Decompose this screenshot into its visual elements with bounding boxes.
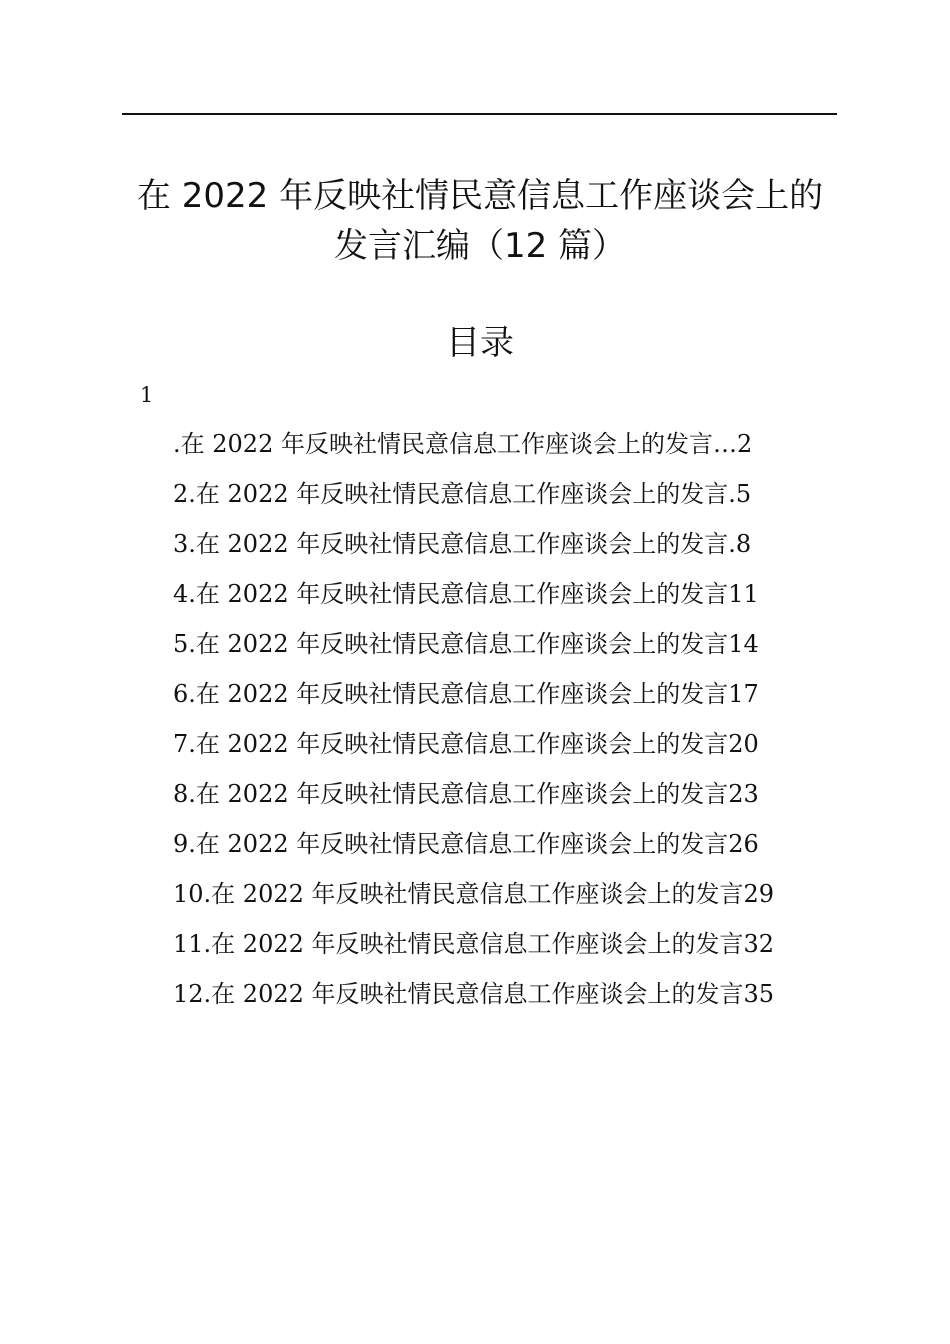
- document-title-line-1: 在 2022 年反映社情民意信息工作座谈会上的: [136, 176, 824, 216]
- toc-entry-10[interactable]: 10.在 2022 年反映社情民意信息工作座谈会上的发言29: [173, 880, 775, 908]
- header-divider: [122, 113, 837, 115]
- toc-entry-9[interactable]: 9.在 2022 年反映社情民意信息工作座谈会上的发言26: [173, 830, 759, 858]
- toc-entry-1[interactable]: .在 2022 年反映社情民意信息工作座谈会上的发言…2: [173, 430, 753, 458]
- toc-entry-3[interactable]: 3.在 2022 年反映社情民意信息工作座谈会上的发言.8: [173, 530, 752, 558]
- toc-entry-6[interactable]: 6.在 2022 年反映社情民意信息工作座谈会上的发言17: [173, 680, 759, 708]
- toc-entry-4[interactable]: 4.在 2022 年反映社情民意信息工作座谈会上的发言11: [173, 580, 759, 608]
- table-of-contents: [173, 426, 853, 1026]
- toc-entry-8[interactable]: 8.在 2022 年反映社情民意信息工作座谈会上的发言23: [173, 780, 759, 808]
- toc-entry-7[interactable]: 7.在 2022 年反映社情民意信息工作座谈会上的发言20: [173, 730, 759, 758]
- toc-entry-2[interactable]: 2.在 2022 年反映社情民意信息工作座谈会上的发言.5: [173, 480, 752, 508]
- toc-entry-5[interactable]: 5.在 2022 年反映社情民意信息工作座谈会上的发言14: [173, 630, 759, 658]
- page-number-marker: 1: [140, 383, 154, 407]
- document-title-line-2: 发言汇编（12 篇）: [333, 226, 627, 266]
- toc-entry-11[interactable]: 11.在 2022 年反映社情民意信息工作座谈会上的发言32: [173, 930, 775, 958]
- toc-heading: 目录: [446, 323, 514, 363]
- toc-entry-12[interactable]: 12.在 2022 年反映社情民意信息工作座谈会上的发言35: [173, 980, 775, 1008]
